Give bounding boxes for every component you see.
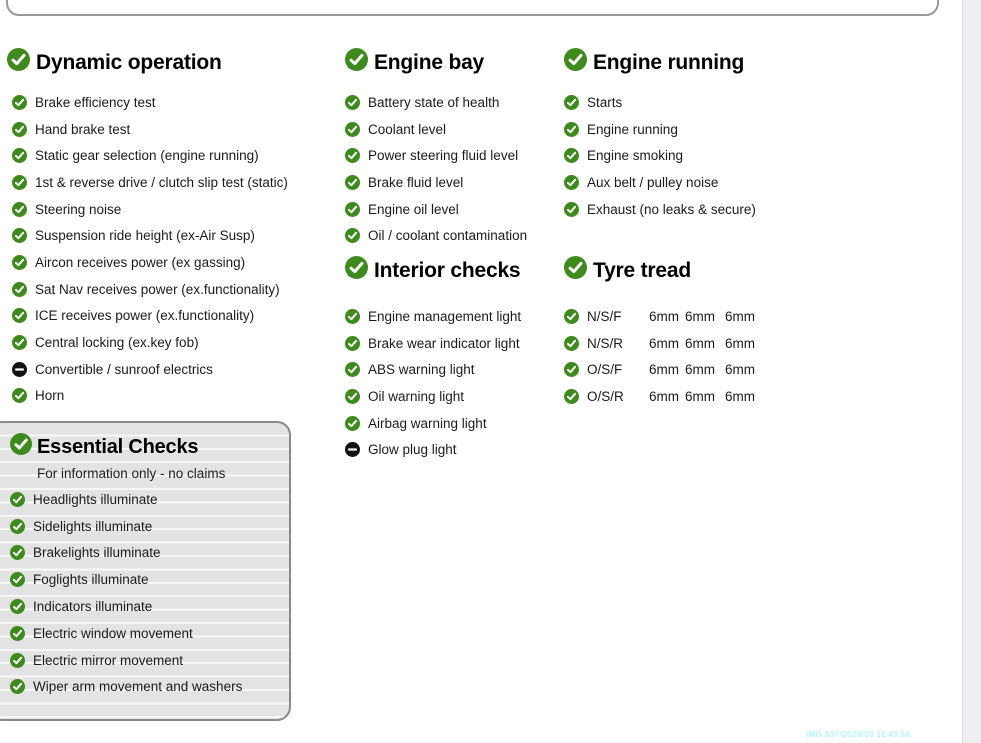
checklist-dynamic-operation [7,89,337,409]
item-label: Electric mirror movement [33,652,184,668]
checklist-item [12,142,337,169]
item-label: Wiper arm movement and washers [33,679,243,695]
checklist-item [12,356,337,383]
item-label: Engine oil level [368,201,459,217]
item-label: Aux belt / pulley noise [587,174,719,190]
section-heading [564,48,804,77]
check-icon [10,433,37,461]
checklist-item [564,303,804,330]
item-label: Engine smoking [587,148,684,164]
checklist-item [345,383,563,410]
checklist-item [10,540,289,567]
tyre-depth-value: 6mm [725,362,755,378]
tyre-depth-value: 6mm [685,388,715,404]
section-heading [7,48,337,77]
item-label: Engine running [587,121,678,137]
item-label: Exhaust (no leaks & secure) [587,201,756,217]
check-icon [564,48,593,77]
item-label: Brake fluid level [368,174,464,190]
section-tyre-tread [564,256,804,410]
checklist-item [564,330,804,357]
item-label: 1st & reverse drive / clutch slip test (static) [35,174,288,190]
item-label: Foglights illuminate [33,572,149,588]
item-label: Coolant level [368,121,447,137]
check-icon [345,48,374,77]
checklist-item [12,249,337,276]
item-label: Airbag warning light [368,415,487,431]
tyre-depth-value: 6mm [685,362,715,378]
checklist-item [345,410,563,437]
check-icon [564,256,593,285]
checklist-item [10,513,289,540]
checklist-item [345,89,563,116]
checklist-item [12,169,337,196]
essential-checks-panel [0,421,291,721]
item-label: Indicators illuminate [33,599,153,615]
essential-checks-note: For information only - no claims [37,466,226,481]
tyre-depth-value: 6mm [685,335,715,351]
tyre-depth-value: 6mm [649,308,679,324]
section-title: Engine bay [374,50,485,74]
cut-off-panel-top [6,0,939,16]
item-label: ICE receives power (ex.functionality) [35,308,255,324]
section-title: Tyre tread [593,258,691,282]
item-label: Oil / coolant contamination [368,228,528,244]
section-engine-running [564,48,804,222]
checklist-item [345,436,563,463]
item-label: Glow plug light [368,442,457,458]
checklist-essential-checks [10,486,289,700]
section-heading [10,433,289,461]
checklist-item [345,303,563,330]
checklist-item [12,196,337,223]
checklist-item [564,116,804,143]
check-icon [7,48,36,77]
item-label: Starts [587,94,623,110]
section-heading [345,256,563,285]
section-title: Engine running [593,50,745,74]
item-label: N/S/F [587,308,622,324]
item-label: N/S/R [587,335,624,351]
item-label: Steering noise [35,201,122,217]
tyre-depth-value: 6mm [725,335,755,351]
checklist-item [10,674,289,701]
item-label: Oil warning light [368,388,465,404]
checklist-item [345,116,563,143]
right-edge-strip [962,0,981,743]
section-title: Interior checks [374,258,521,282]
check-icon [345,256,374,285]
checklist-item [12,276,337,303]
section-title: Essential Checks [37,436,199,458]
item-label: O/S/F [587,362,623,378]
checklist-item [345,142,563,169]
checklist-item [10,647,289,674]
checklist-item [564,383,804,410]
section-dynamic-operation [7,48,337,409]
item-label: Suspension ride height (ex-Air Susp) [35,228,255,244]
checklist-item [345,196,563,223]
item-label: Horn [35,388,65,404]
checklist-item [564,356,804,383]
checklist-item [10,486,289,513]
item-label: Brakelights illuminate [33,545,161,561]
checklist-item [10,566,289,593]
tyre-depth-value: 6mm [725,388,755,404]
item-label: O/S/R [587,388,624,404]
checklist-item [564,196,804,223]
item-label: Brake efficiency test [35,94,156,110]
tyre-depth-value: 6mm [649,388,679,404]
checklist-interior-checks [345,303,563,463]
checklist-item [564,89,804,116]
section-engine-bay [345,48,563,249]
checklist-item [564,169,804,196]
item-label: Headlights illuminate [33,491,158,507]
item-label: Static gear selection (engine running) [35,148,259,164]
checklist-item [12,383,337,410]
checklist-engine-running [564,89,804,222]
checklist-item [12,329,337,356]
checklist-item [12,303,337,330]
item-label: Engine management light [368,308,522,324]
item-label: Brake wear indicator light [368,335,520,351]
checklist-item [345,222,563,249]
section-heading [345,48,563,77]
section-heading [564,256,804,285]
item-label: Sat Nav receives power (ex.functionality) [35,281,280,297]
item-label: Battery state of health [368,94,500,110]
checklist-item [10,620,289,647]
checklist-item [12,116,337,143]
tyre-depth-value: 6mm [725,308,755,324]
tyre-depth-value: 6mm [649,362,679,378]
tyre-depth-value: 6mm [685,308,715,324]
item-label: Electric window movement [33,625,193,641]
section-interior-checks [345,256,563,463]
checklist-item [345,330,563,357]
item-label: Power steering fluid level [368,148,519,164]
item-label: Convertible / sunroof electrics [35,361,213,377]
item-label: Sidelights illuminate [33,518,153,534]
checklist-engine-bay [345,89,563,249]
item-label: ABS warning light [368,362,475,378]
checklist-item [12,222,337,249]
checklist-tyre-tread [564,303,804,410]
section-title: Dynamic operation [36,50,222,74]
item-label: Hand brake test [35,121,131,137]
checklist-item [12,89,337,116]
checklist-item [345,169,563,196]
checklist-item [564,142,804,169]
timestamp-watermark: IMG 637/2023/03 11:43:56 [806,730,911,739]
item-label: Central locking (ex.key fob) [35,335,199,351]
checklist-item [10,593,289,620]
checklist-item [345,356,563,383]
item-label: Aircon receives power (ex gassing) [35,254,246,270]
tyre-depth-value: 6mm [649,335,679,351]
